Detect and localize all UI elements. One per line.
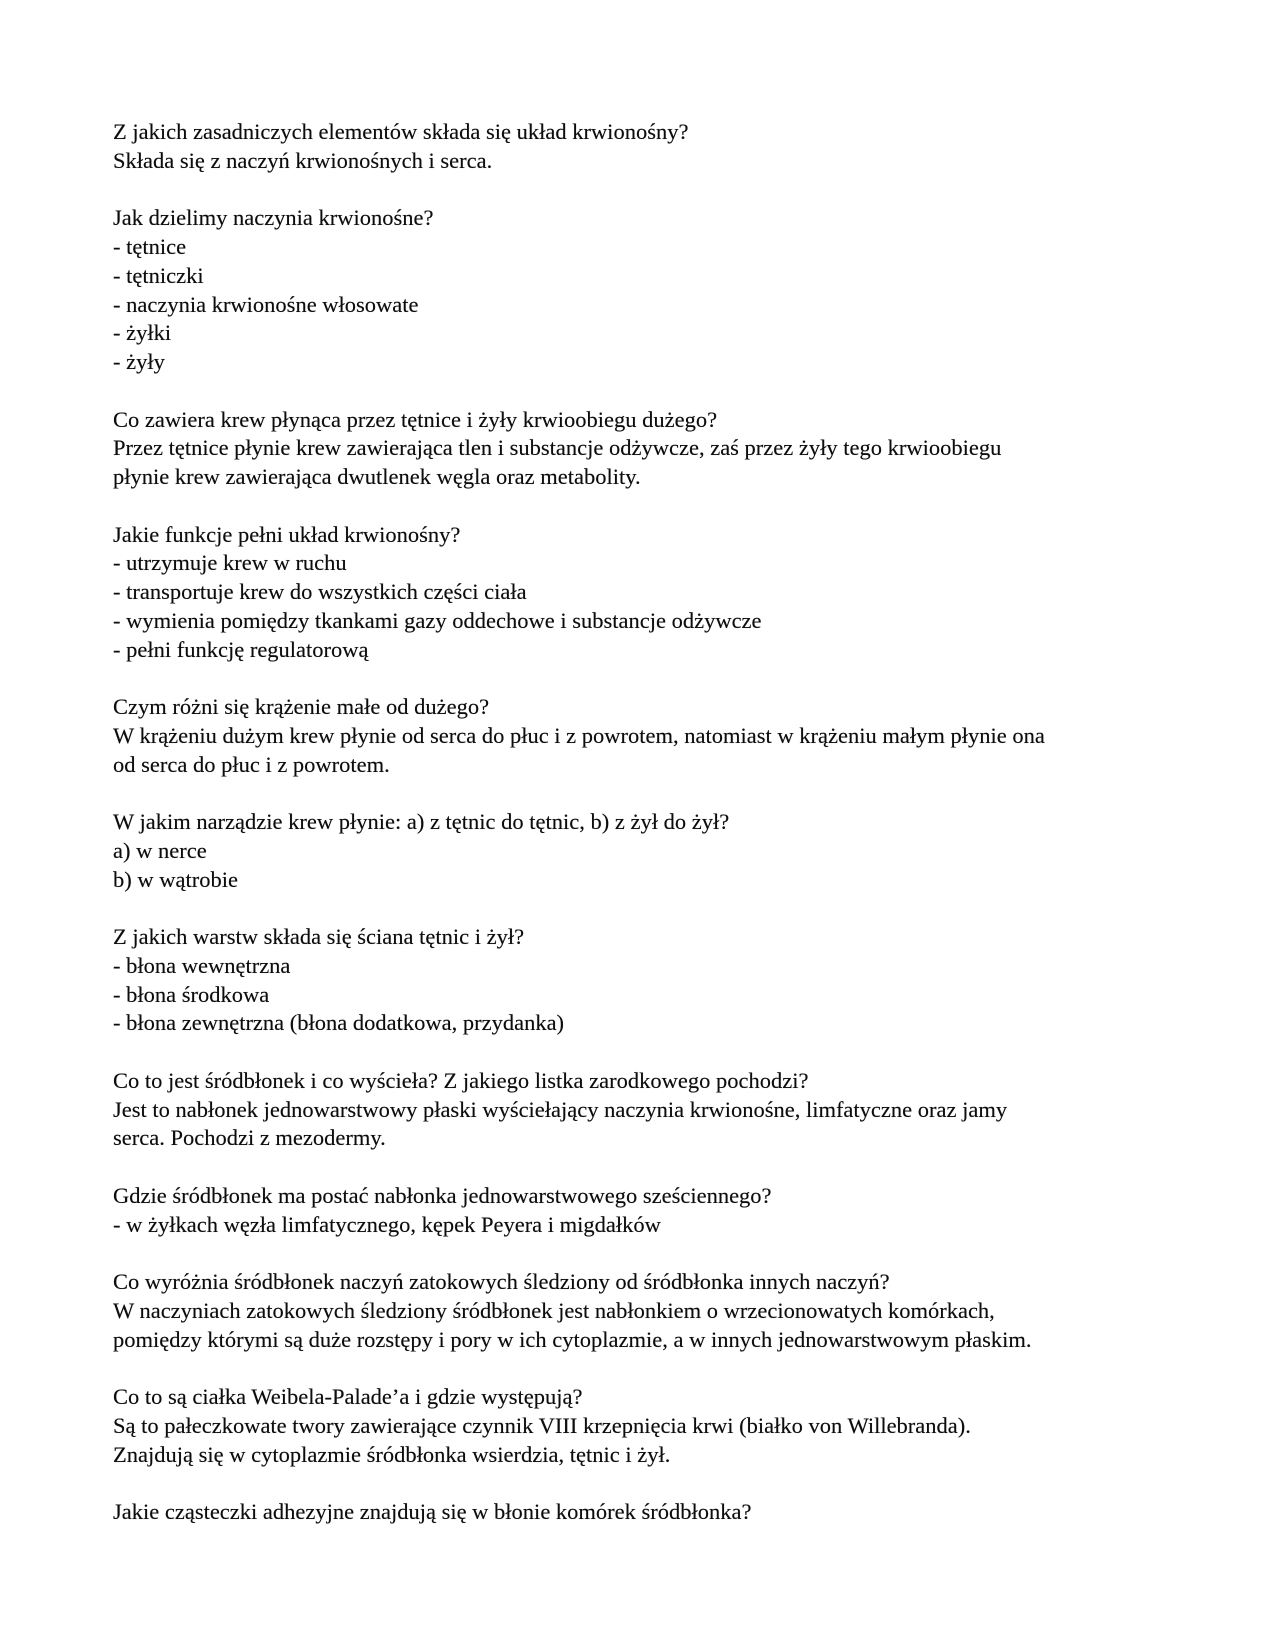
answer-line: Składa się z naczyń krwionośnych i serca. bbox=[113, 147, 493, 173]
answer-line: od serca do płuc i z powrotem. bbox=[113, 751, 390, 777]
qa-block bbox=[113, 1498, 1168, 1527]
qa-block bbox=[113, 118, 1168, 176]
answer-line: Jest to nabłonek jednowarstwowy płaski wyściełający naczynia krwionośne, limfatyczne oraz jamy bbox=[113, 1096, 1008, 1122]
qa-block bbox=[113, 1067, 1168, 1153]
qa-block bbox=[113, 406, 1168, 492]
qa-block bbox=[113, 204, 1168, 377]
answer-line: serca. Pochodzi z mezodermy. bbox=[113, 1125, 386, 1151]
answer-line: - pełni funkcję regulatorową bbox=[113, 636, 369, 662]
answer-line: b) w wątrobie bbox=[113, 866, 238, 892]
qa-block bbox=[113, 923, 1168, 1038]
question-line: Co to jest śródbłonek i co wyścieła? Z jakiego listka zarodkowego pochodzi? bbox=[113, 1067, 809, 1093]
question-line: Z jakich zasadniczych elementów składa się układ krwionośny? bbox=[113, 119, 689, 144]
answer-line: - błona środkowa bbox=[113, 981, 270, 1007]
question-line: Czym różni się krążenie małe od dużego? bbox=[113, 694, 490, 719]
answer-line: - żyłki bbox=[113, 320, 172, 346]
answer-line: Przez tętnice płynie krew zawierająca tlen i substancje odżywcze, zaś przez żyły tego krwioobiegu bbox=[113, 435, 1002, 461]
qa-block bbox=[113, 1182, 1168, 1240]
qa-block bbox=[113, 1383, 1168, 1469]
question-line: Jakie funkcje pełni układ krwionośny? bbox=[113, 521, 461, 547]
answer-line: - transportuje krew do wszystkich części ciała bbox=[113, 579, 527, 604]
answer-line: - naczynia krwionośne włosowate bbox=[113, 291, 419, 317]
answer-line: W krążeniu dużym krew płynie od serca do płuc i z powrotem, natomiast w krążeniu małym płynie ona bbox=[113, 722, 1045, 748]
answer-line: - w żyłkach węzła limfatycznego, kępek Peyera i migdałków bbox=[113, 1211, 661, 1237]
answer-line: - tętniczki bbox=[113, 262, 204, 288]
answer-line: Są to pałeczkowate twory zawierające czynnik VIII krzepnięcia krwi (białko von Willebranda). bbox=[113, 1412, 971, 1438]
question-line: Jakie cząsteczki adhezyjne znajdują się w błonie komórek śródbłonka? bbox=[113, 1499, 752, 1524]
qa-block bbox=[113, 693, 1168, 779]
question-line: Co to są ciałka Weibela-Palade’a i gdzie występują? bbox=[113, 1384, 583, 1409]
answer-line: - błona wewnętrzna bbox=[113, 952, 291, 978]
answer-line: W naczyniach zatokowych śledziony śródbłonek jest nabłonkiem o wrzecionowatych komórkach, bbox=[113, 1297, 995, 1323]
answer-line: - tętnice bbox=[113, 234, 187, 259]
answer-line: Znajdują się w cytoplazmie śródbłonka wsierdzia, tętnic i żył. bbox=[113, 1441, 671, 1467]
answer-line: - błona zewnętrzna (błona dodatkowa, przydanka) bbox=[113, 1010, 565, 1036]
answer-line: płynie krew zawierająca dwutlenek węgla oraz metabolity. bbox=[113, 464, 641, 489]
document-text-body bbox=[113, 118, 1168, 1527]
question-line: W jakim narządzie krew płynie: a) z tętnic do tętnic, b) z żył do żył? bbox=[113, 809, 730, 834]
answer-line: pomiędzy którymi są duże rozstępy i pory w ich cytoplazmie, a w innych jednowarstwowym płaskim. bbox=[113, 1326, 1032, 1352]
qa-block bbox=[113, 1268, 1168, 1354]
question-line: Z jakich warstw składa się ściana tętnic i żył? bbox=[113, 924, 525, 949]
question-line: Co zawiera krew płynąca przez tętnice i żyły krwioobiegu dużego? bbox=[113, 406, 718, 432]
answer-line: - żyły bbox=[113, 349, 165, 374]
question-line: Gdzie śródbłonek ma postać nabłonka jednowarstwowego sześciennego? bbox=[113, 1182, 772, 1208]
question-line: Co wyróżnia śródbłonek naczyń zatokowych śledziony od śródbłonka innych naczyń? bbox=[113, 1269, 890, 1294]
question-line: Jak dzielimy naczynia krwionośne? bbox=[113, 205, 434, 231]
answer-line: a) w nerce bbox=[113, 837, 207, 863]
answer-line: - utrzymuje krew w ruchu bbox=[113, 550, 347, 576]
answer-line: - wymienia pomiędzy tkankami gazy oddechowe i substancje odżywcze bbox=[113, 607, 762, 633]
qa-block bbox=[113, 808, 1168, 894]
qa-block bbox=[113, 521, 1168, 665]
